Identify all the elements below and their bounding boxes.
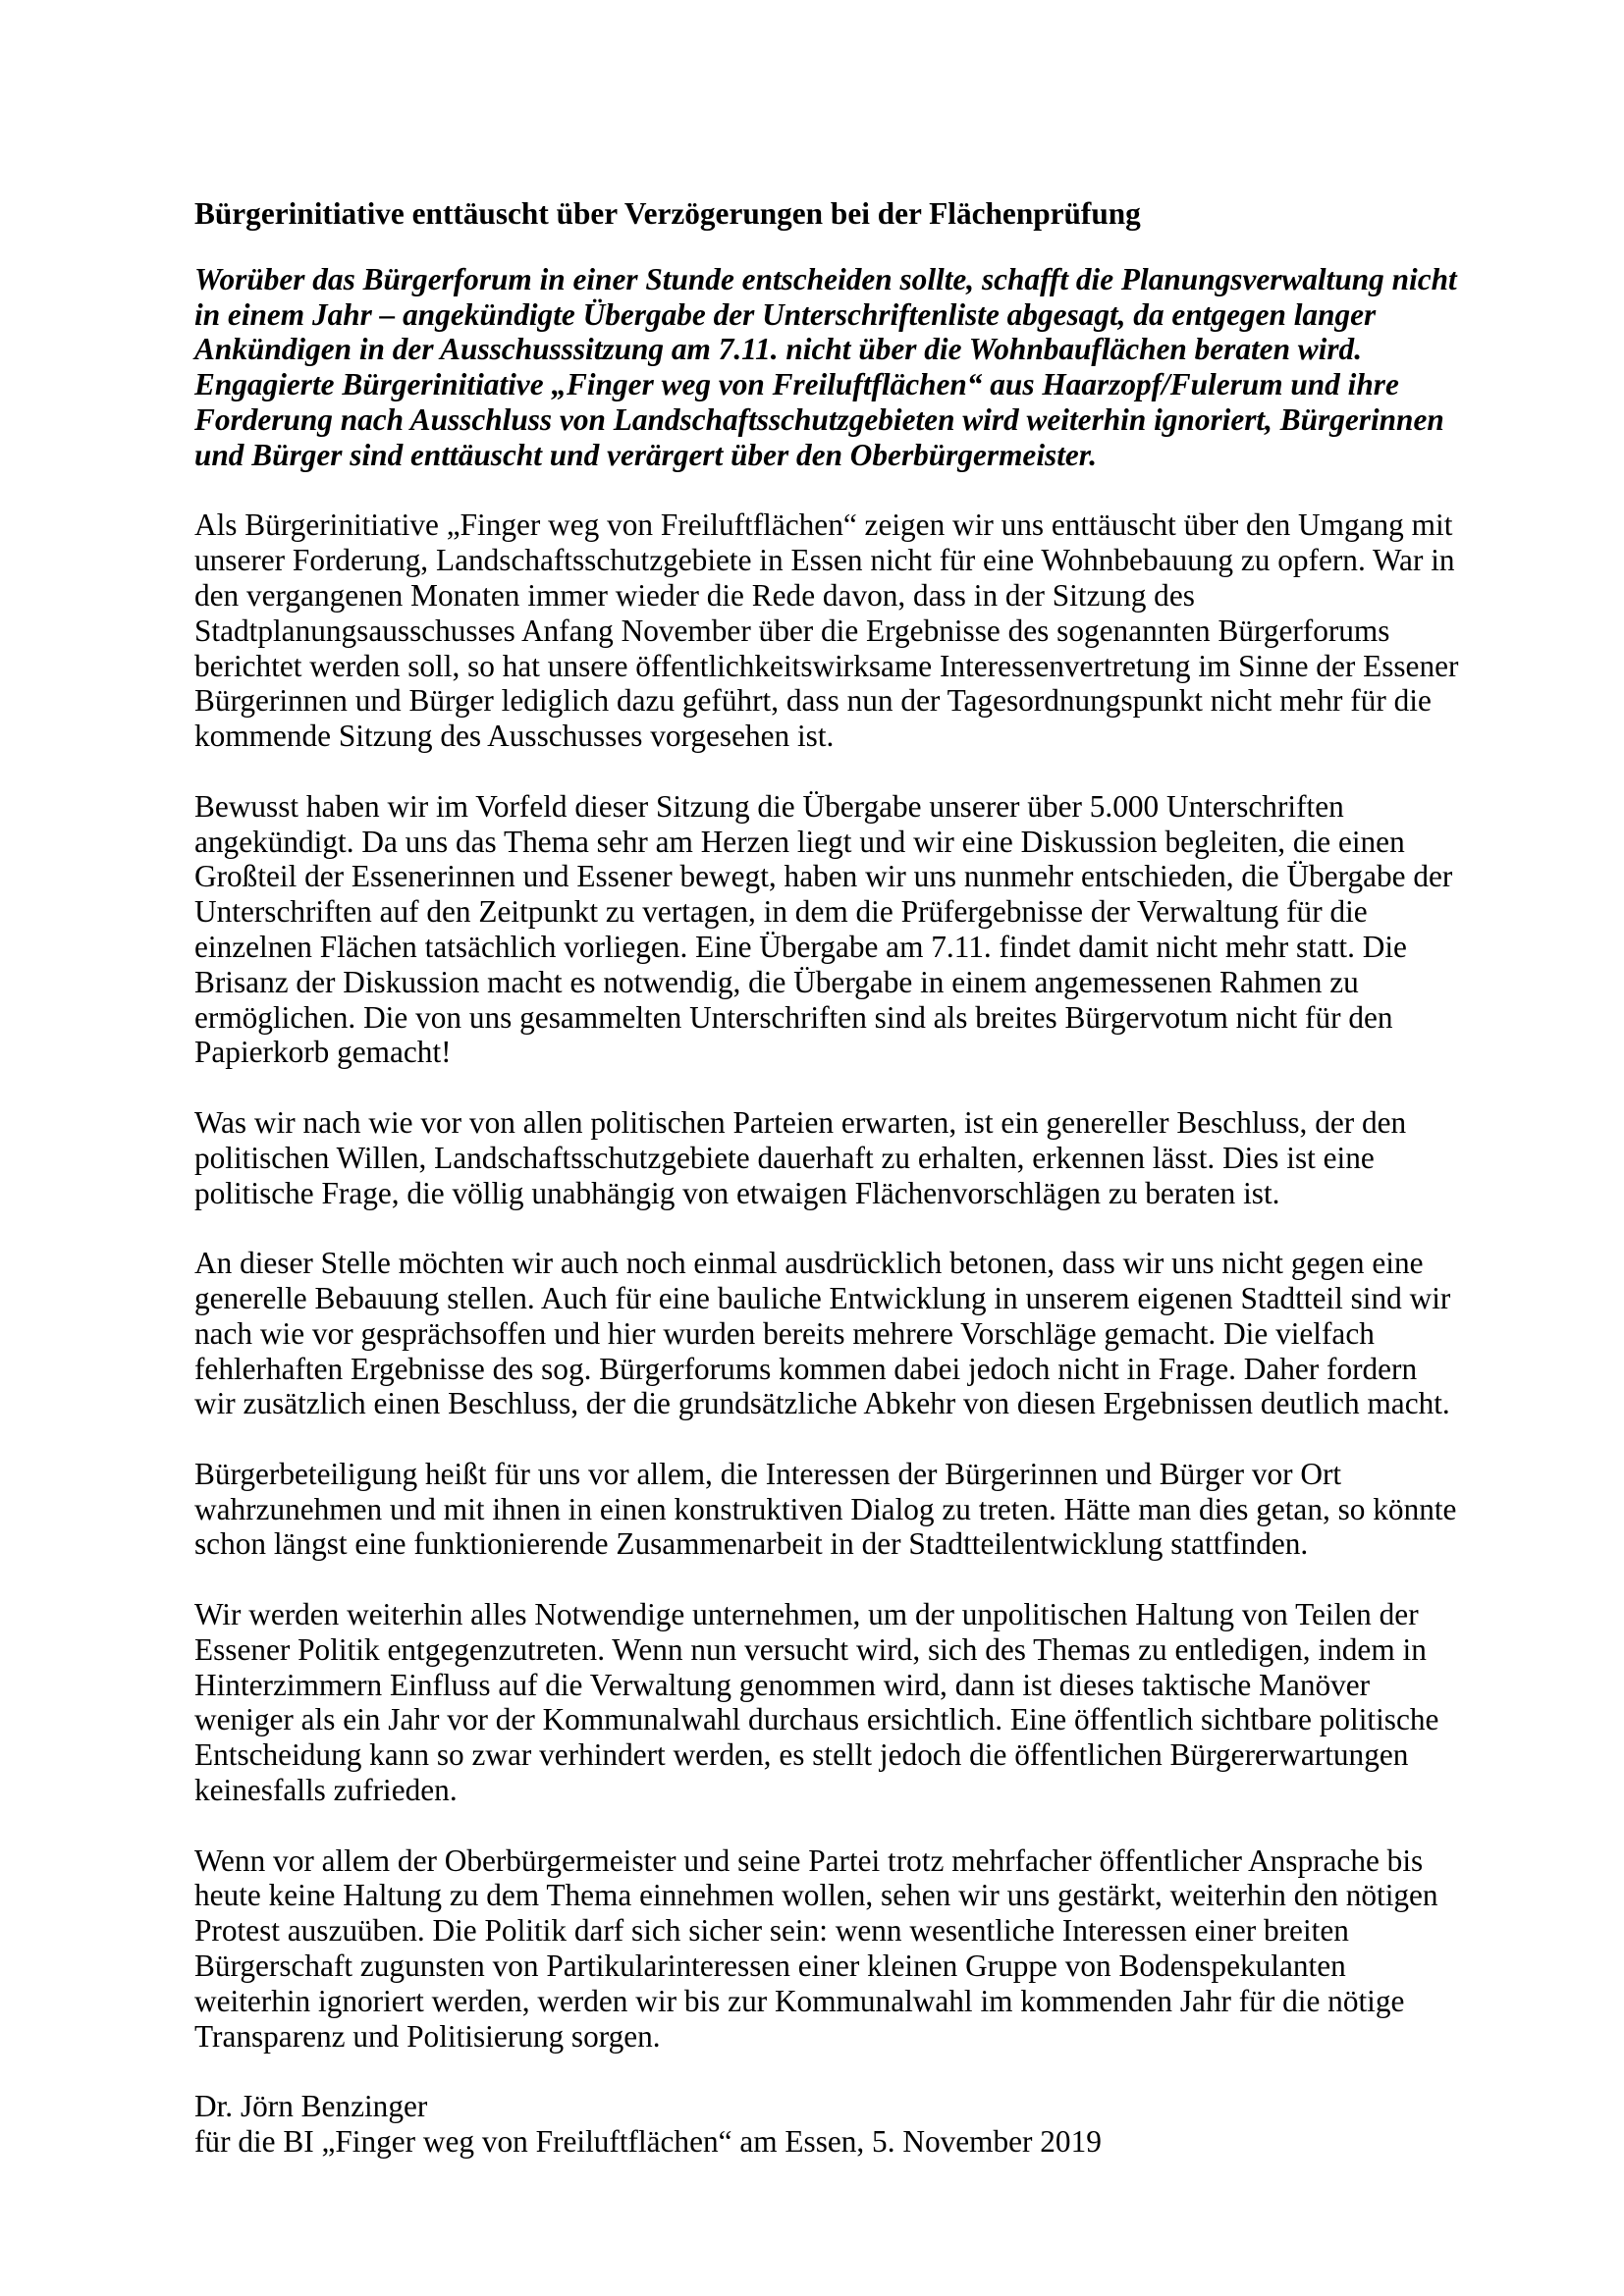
text-line: Brisanz der Diskussion macht es notwendig, die Übergabe in einem angemessenen Rahmen zu: [194, 964, 1359, 999]
text-line: nach wie vor gesprächsoffen und hier wurden bereits mehrere Vorschläge gemacht. Die vielfach: [194, 1315, 1375, 1351]
text-line: Transparenz und Politisierung sorgen.: [194, 2018, 661, 2054]
text-line: Hinterzimmern Einfluss auf die Verwaltung genommen wird, dann ist dieses taktische Manöver: [194, 1667, 1371, 1702]
text-line: und Bürger sind enttäuscht und verärgert über den Oberbürgermeister.: [194, 437, 1098, 472]
text-line: Worüber das Bürgerforum in einer Stunde entscheiden sollte, schafft die Planungsverwaltung nicht: [194, 261, 1457, 296]
text-line: Als Bürgerinitiative „Finger weg von Freiluftflächen“ zeigen wir uns enttäuscht über den Umgang mit: [194, 507, 1453, 543]
text-line: wahrzunehmen und mit ihnen in einen konstruktiven Dialog zu treten. Hätte man dies getan, so könnte: [194, 1491, 1457, 1526]
text-line: An dieser Stelle möchten wir auch noch einmal ausdrücklich betonen, dass wir uns nicht gegen eine: [194, 1246, 1424, 1281]
text-line: schon längst eine funktionierende Zusammenarbeit in der Stadtteilentwicklung stattfinden.: [194, 1526, 1309, 1562]
signature-name: Dr. Jörn Benzinger: [194, 2089, 428, 2124]
text-line: Großteil der Essenerinnen und Essener bewegt, haben wir uns nunmehr entschieden, die Übergabe der: [194, 859, 1453, 894]
text-line: in einem Jahr – angekündigte Übergabe der Unterschriftenliste abgesagt, da entgegen langer: [194, 296, 1377, 332]
body-paragraph: [194, 1105, 1471, 1210]
text-line: wir zusätzlich einen Beschluss, der die grundsätzliche Abkehr von diesen Ergebnissen deutlich macht.: [194, 1386, 1450, 1421]
text-line: ermöglichen. Die von uns gesammelten Unterschriften sind als breites Bürgervotum nicht für den: [194, 999, 1393, 1035]
text-line: unserer Forderung, Landschaftsschutzgebiete in Essen nicht für eine Wohnbebauung zu opfern. War in: [194, 543, 1455, 578]
text-line: politische Frage, die völlig unabhängig von etwaigen Flächenvorschlägen zu beraten ist.: [194, 1175, 1280, 1210]
signature-affiliation: für die BI „Finger weg von Freiluftflächen“ am Essen, 5. November 2019: [194, 2124, 1102, 2160]
text-line: Bürgerschaft zugunsten von Partikularinteressen einer kleinen Gruppe von Bodenspekulanten: [194, 1949, 1346, 1984]
document-title: Bürgerinitiative enttäuscht über Verzögerungen bei der Flächenprüfung: [194, 196, 1141, 231]
text-line: Bewusst haben wir im Vorfeld dieser Sitzung die Übergabe unserer über 5.000 Unterschriften: [194, 788, 1344, 824]
text-line: Forderung nach Ausschluss von Landschaftsschutzgebieten wird weiterhin ignoriert, Bürgerinnen: [194, 401, 1444, 437]
text-line: angekündigt. Da uns das Thema sehr am Herzen liegt und wir eine Diskussion begleiten, die einen: [194, 824, 1405, 859]
text-line: weniger als ein Jahr vor der Kommunalwahl durchaus ersichtlich. Eine öffentlich sichtbare politische: [194, 1702, 1439, 1737]
text-line: Was wir nach wie vor von allen politischen Parteien erwarten, ist ein genereller Beschluss, der den: [194, 1104, 1407, 1140]
text-line: Unterschriften auf den Zeitpunkt zu vertagen, in dem die Prüfergebnisse der Verwaltung für die: [194, 894, 1368, 930]
text-line: berichtet werden soll, so hat unsere öffentlichkeitswirksame Interessenvertretung im Sinne der Essener: [194, 648, 1459, 683]
text-line: weiterhin ignoriert werden, werden wir bis zur Kommunalwahl im kommenden Jahr für die nötige: [194, 1983, 1405, 2018]
text-line: Wir werden weiterhin alles Notwendige unternehmen, um der unpolitischen Haltung von Teilen der: [194, 1597, 1419, 1632]
text-line: Wenn vor allem der Oberbürgermeister und seine Partei trotz mehrfacher öffentlicher Ansprache bis: [194, 1842, 1424, 1878]
text-line: einzelnen Flächen tatsächlich vorliegen. Eine Übergabe am 7.11. findet damit nicht mehr statt. Die: [194, 929, 1407, 964]
body-paragraph: [194, 1597, 1471, 1808]
signature-block: [194, 2089, 1471, 2160]
body-paragraph: [194, 507, 1471, 754]
text-line: Papierkorb gemacht!: [194, 1035, 452, 1070]
text-line: Bürgerbeteiligung heißt für uns vor allem, die Interessen der Bürgerinnen und Bürger vor Ort: [194, 1456, 1342, 1491]
text-line: keinesfalls zufrieden.: [194, 1773, 458, 1808]
text-line: Ankündigen in der Ausschusssitzung am 7.11. nicht über die Wohnbauflächen beraten wird.: [194, 332, 1363, 367]
text-line: Essener Politik entgegenzutreten. Wenn nun versucht wird, sich des Themas zu entledigen, indem in: [194, 1631, 1427, 1667]
body-paragraph: [194, 1457, 1471, 1562]
text-line: politischen Willen, Landschaftsschutzgebiete dauerhaft zu erhalten, erkennen lässt. Dies ist eine: [194, 1140, 1375, 1175]
body-paragraph: [194, 1843, 1471, 2055]
document-page: [194, 196, 1471, 2195]
text-line: Entscheidung kann so zwar verhindert werden, es stellt jedoch die öffentlichen Bürgererwartungen: [194, 1737, 1409, 1773]
lead-paragraph: [194, 262, 1471, 473]
text-line: heute keine Haltung zu dem Thema einnehmen wollen, sehen wir uns gestärkt, weiterhin den nötigen: [194, 1878, 1438, 1913]
body-paragraph: [194, 1246, 1471, 1421]
text-line: Bürgerinnen und Bürger lediglich dazu geführt, dass nun der Tagesordnungspunkt nicht mehr für die: [194, 683, 1432, 719]
text-line: generelle Bebauung stellen. Auch für eine bauliche Entwicklung in unserem eigenen Stadtteil sind wir: [194, 1280, 1451, 1315]
text-line: Engagierte Bürgerinitiative „Finger weg von Freiluftflächen“ aus Haarzopf/Fulerum und ihre: [194, 367, 1399, 402]
body-paragraph: [194, 789, 1471, 1070]
text-line: Stadtplanungsausschusses Anfang November über die Ergebnisse des sogenannten Bürgerforums: [194, 613, 1390, 648]
text-line: fehlerhaften Ergebnisse des sog. Bürgerforums kommen dabei jedoch nicht in Frage. Daher fordern: [194, 1351, 1418, 1386]
document-body: [194, 507, 1471, 2054]
text-line: Protest auszuüben. Die Politik darf sich sicher sein: wenn wesentliche Interessen einer breiten: [194, 1913, 1349, 1949]
text-line: kommende Sitzung des Ausschusses vorgesehen ist.: [194, 719, 835, 754]
text-line: den vergangenen Monaten immer wieder die Rede davon, dass in der Sitzung des: [194, 577, 1195, 613]
